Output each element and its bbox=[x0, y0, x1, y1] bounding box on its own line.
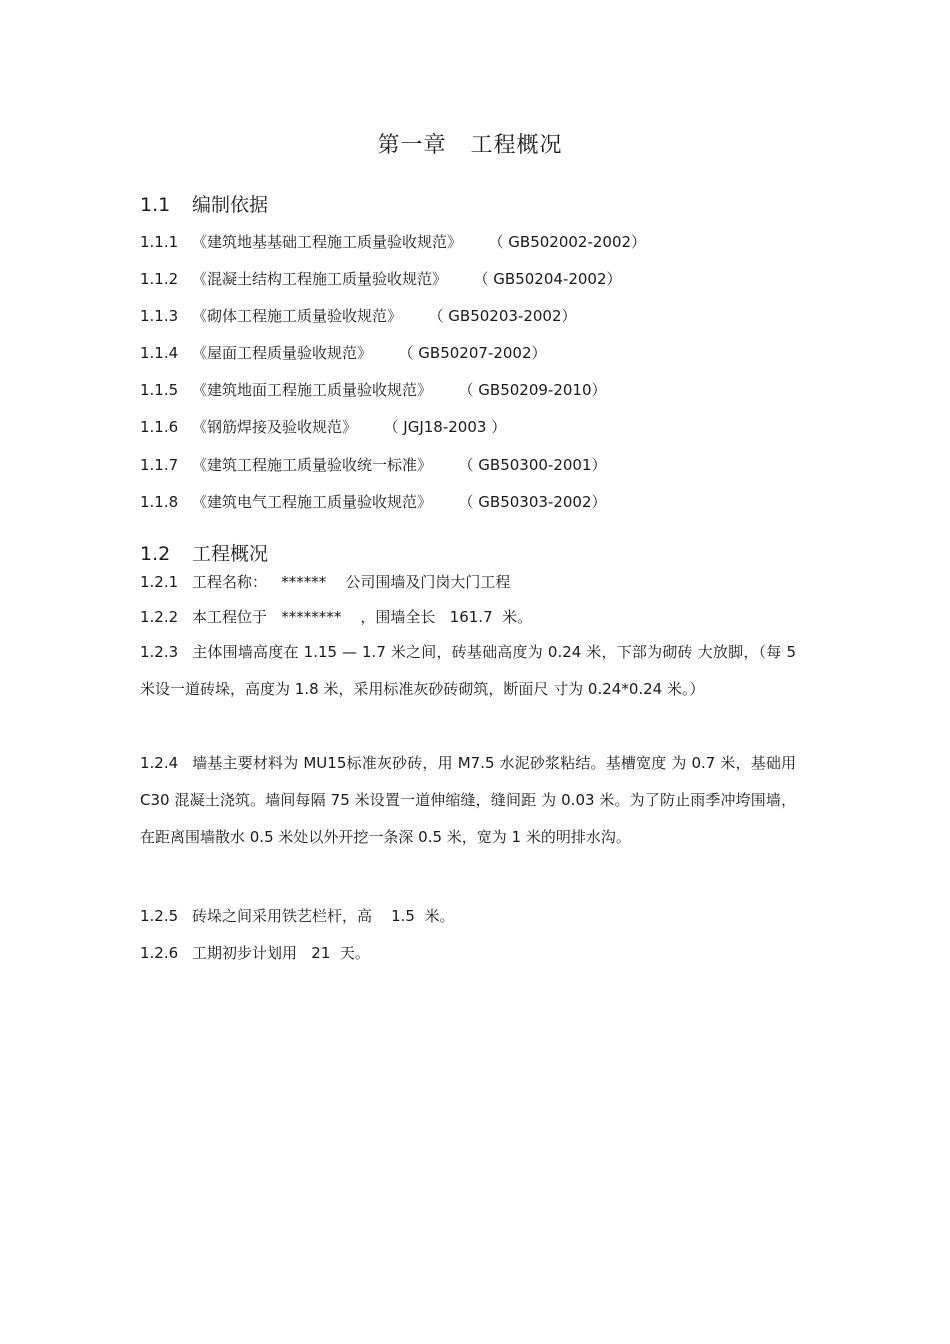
item-text: 工期初步计划用 21 天。 bbox=[192, 944, 370, 962]
reference-code: （ GB502002-2002） bbox=[496, 233, 647, 251]
item-number: 1.1.7 bbox=[140, 456, 179, 474]
reference-name: 《建筑工程施工质量验收统一标准》 bbox=[192, 456, 433, 474]
section-title: 编制依据 bbox=[192, 194, 269, 216]
reference-code: （ JGJ18-2003 ） bbox=[391, 418, 507, 436]
reference-item bbox=[140, 379, 607, 400]
section-number: 1.1 bbox=[140, 194, 171, 216]
section-heading-1-2 bbox=[140, 539, 268, 566]
reference-code: （ GB50209-2010） bbox=[466, 381, 607, 399]
reference-name: 《屋面工程质量验收规范》 bbox=[192, 344, 373, 362]
reference-name: 《建筑地面工程施工质量验收规范》 bbox=[192, 381, 433, 399]
reference-name: 《砌体工程施工质量验收规范》 bbox=[192, 307, 403, 325]
reference-code: （ GB50303-2002） bbox=[466, 493, 607, 511]
item-number: 1.2.6 bbox=[140, 944, 179, 962]
overview-item bbox=[140, 905, 454, 926]
item-number: 1.1.8 bbox=[140, 493, 179, 511]
overview-item bbox=[140, 606, 532, 627]
item-number: 1.2.3 bbox=[140, 643, 179, 661]
item-text: 砖垛之间采用铁艺栏杆，高 1.5 米。 bbox=[192, 907, 455, 925]
item-number: 1.1.1 bbox=[140, 233, 179, 251]
item-text: 主体围墙高度在 1.15 — 1.7 米之间，砖基础高度为 0.24 米，下部为砌砖 大放脚，（每 5 米设一道砖垛，高度为 1.8 米，采用标准灰砂砖砌筑，断面尺 寸为 0.24*0.24 米。） bbox=[140, 643, 796, 698]
reference-name: 《钢筋焊接及验收规范》 bbox=[192, 418, 358, 436]
item-number: 1.1.4 bbox=[140, 344, 179, 362]
item-number: 1.2.1 bbox=[140, 573, 179, 591]
item-number: 1.1.2 bbox=[140, 270, 179, 288]
section-number: 1.2 bbox=[140, 543, 171, 565]
item-number: 1.1.3 bbox=[140, 307, 179, 325]
overview-item bbox=[140, 942, 370, 963]
reference-item bbox=[140, 305, 577, 326]
reference-item bbox=[140, 268, 622, 289]
reference-item bbox=[140, 342, 547, 363]
overview-item bbox=[140, 571, 510, 592]
reference-code: （ GB50207-2002） bbox=[406, 344, 547, 362]
item-text: 本工程位于 ******** ，围墙全长 161.7 米。 bbox=[192, 608, 533, 626]
item-number: 1.1.6 bbox=[140, 418, 179, 436]
chapter-title: 第一章 工程概况 bbox=[377, 133, 563, 158]
item-text: 工程名称： ****** 公司围墙及门岗大门工程 bbox=[192, 573, 511, 591]
reference-item bbox=[140, 231, 646, 252]
section-title: 工程概况 bbox=[192, 543, 269, 565]
reference-item bbox=[140, 491, 607, 512]
item-number: 1.1.5 bbox=[140, 381, 179, 399]
reference-name: 《建筑地基基础工程施工质量验收规范》 bbox=[192, 233, 463, 251]
item-number: 1.2.2 bbox=[140, 608, 179, 626]
reference-name: 《建筑电气工程施工质量验收规范》 bbox=[192, 493, 433, 511]
item-number: 1.2.5 bbox=[140, 907, 179, 925]
reference-code: （ GB50300-2001） bbox=[466, 456, 607, 474]
reference-code: （ GB50203-2002） bbox=[436, 307, 577, 325]
overview-paragraph bbox=[140, 634, 796, 708]
item-number: 1.2.4 bbox=[140, 754, 179, 772]
reference-code: （ GB50204-2002） bbox=[481, 270, 622, 288]
item-text: 墙基主要材料为 MU15标准灰砂砖，用 M7.5 水泥砂浆粘结。基槽宽度 为 0.7 米，基础用 C30 混凝土浇筑。墙间每隔 75 米设置一道伸缩缝，缝间距 为 0.03 米。为了防止雨季冲垮围墙， 在距离围墙散水 0.5 米处以外开挖一条深 0.5 米，宽为 1 米的明排水沟。 bbox=[140, 754, 796, 846]
reference-name: 《混凝土结构工程施工质量验收规范》 bbox=[192, 270, 448, 288]
reference-item bbox=[140, 416, 506, 437]
reference-item bbox=[140, 454, 607, 475]
overview-paragraph bbox=[140, 745, 796, 856]
section-heading-1-1 bbox=[140, 190, 268, 217]
